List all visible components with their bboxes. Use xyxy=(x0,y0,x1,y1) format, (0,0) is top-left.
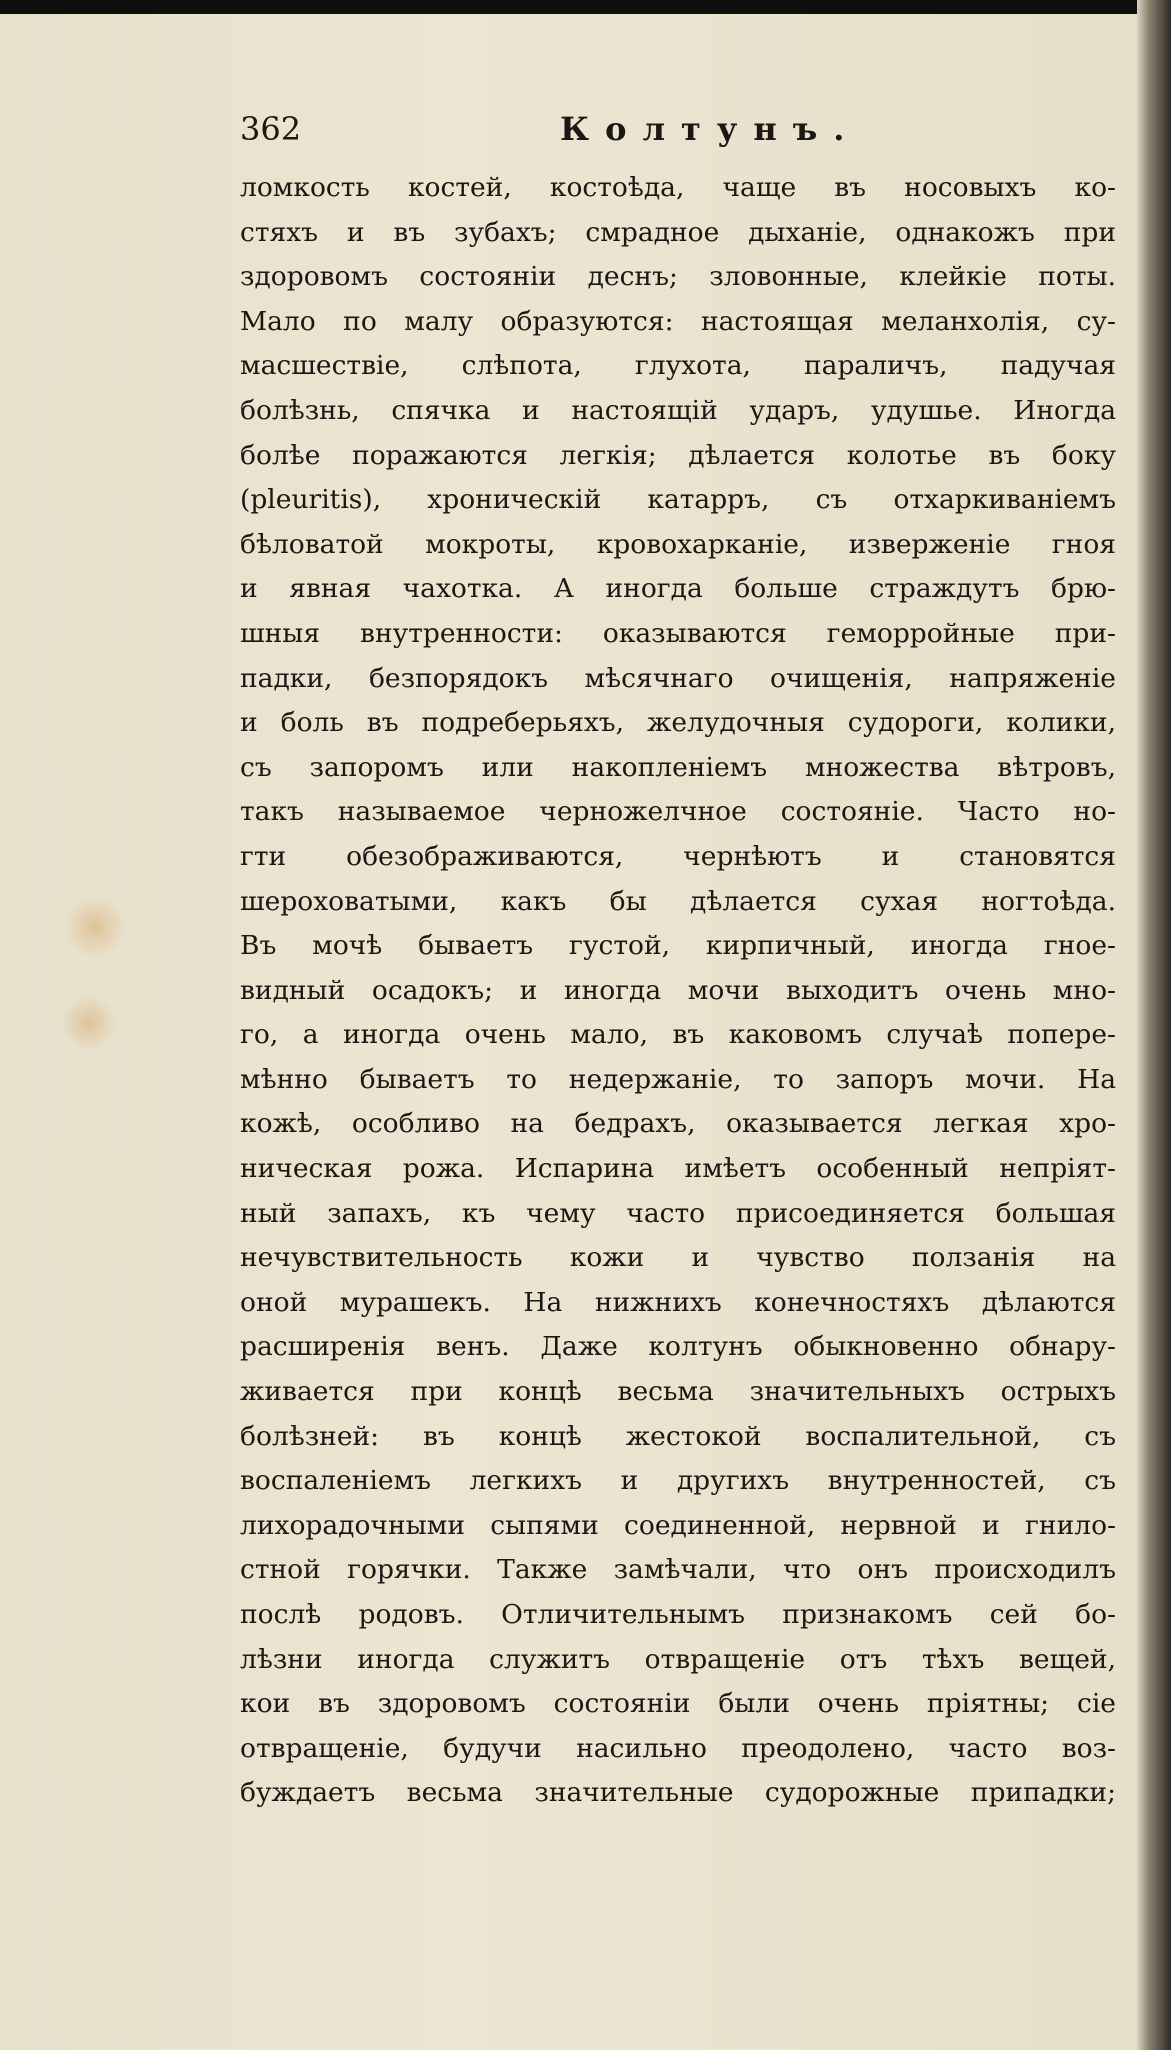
page-header xyxy=(240,106,1120,152)
text-line: отвращеніе, будучи насильно преодолено, часто воз- xyxy=(240,1732,1116,1764)
text-line: (pleuritis), хроническій катарръ, съ отхаркиваніемъ xyxy=(240,484,1116,516)
text-line: кожѣ, особливо на бедрахъ, оказывается легкая хро- xyxy=(240,1108,1116,1140)
text-line: лихорадочными сыпями соединенной, нервной и гнило- xyxy=(240,1509,1116,1541)
text-line: болѣзней: въ концѣ жестокой воспалительной, съ xyxy=(240,1420,1116,1452)
text-line: масшествіе, слѣпота, глухота, параличъ, падучая xyxy=(240,350,1116,382)
text-line: стяхъ и въ зубахъ; смрадное дыханіе, однакожъ при xyxy=(240,216,1116,248)
book-spine-edge xyxy=(1137,0,1171,2050)
paper-stain xyxy=(66,894,124,960)
text-line: ный запахъ, къ чему часто присоединяется большая xyxy=(240,1197,1116,1229)
text-line: оной мурашекъ. На нижнихъ конечностяхъ дѣлаются xyxy=(240,1286,1116,1318)
text-line: воспаленіемъ легкихъ и другихъ внутренностей, съ xyxy=(240,1465,1116,1497)
text-line: нечувствительность кожи и чувство ползанія на xyxy=(240,1242,1116,1274)
text-line: расширенія венъ. Даже колтунъ обыкновенно обнару- xyxy=(240,1331,1116,1363)
text-line: послѣ родовъ. Отличительнымъ признакомъ сей бо- xyxy=(240,1599,1116,1630)
text-line: стной горячки. Также замѣчали, что онъ происходилъ xyxy=(240,1554,1116,1586)
text-line: ломкость костей, костоѣда, чаще въ носовыхъ ко- xyxy=(240,172,1116,203)
text-line: кои въ здоровомъ состояніи были очень пріятны; сіе xyxy=(240,1688,1116,1720)
text-line: шероховатыми, какъ бы дѣлается сухая ногтоѣда. xyxy=(240,885,1116,917)
text-line: такъ называемое черножелчное состояніе. Часто но- xyxy=(240,796,1116,828)
running-title: Колтунъ. xyxy=(560,110,861,148)
body-text xyxy=(240,166,1116,1816)
text-line: шныя внутренности: оказываются геморройные при- xyxy=(240,617,1116,649)
page-number: 362 xyxy=(240,110,302,148)
text-line: живается при концѣ весьма значительныхъ острыхъ xyxy=(240,1376,1116,1408)
text-line: и боль въ подребeрьяхъ, желудочныя судороги, колики, xyxy=(240,707,1116,739)
scan-top-border xyxy=(0,0,1171,14)
text-line: ническая рожа. Испарина имѣетъ особенный непріят- xyxy=(240,1153,1116,1185)
text-line: Мало по малу образуются: настоящая меланхолія, су- xyxy=(240,305,1116,337)
text-line: мѣнно бываетъ то недержаніе, то запоръ мочи. На xyxy=(240,1063,1116,1095)
text-line: гти обезображиваются, чернѣютъ и становятся xyxy=(240,840,1116,872)
text-line: го, а иногда очень мало, въ каковомъ случаѣ попере- xyxy=(240,1019,1116,1051)
text-line: лѣзни иногда служитъ отвращеніе отъ тѣхъ вещей, xyxy=(240,1643,1116,1675)
text-line: буждаетъ весьма значительные судорожные припадки; xyxy=(240,1777,1116,1809)
text-line: видный осадокъ; и иногда мочи выходитъ очень мно- xyxy=(240,974,1116,1006)
text-line: болѣе поражаются легкія; дѣлается колотье въ боку xyxy=(240,439,1116,471)
text-line: бѣловатой мокроты, кровохарканіе, изверженіе гноя xyxy=(240,528,1116,560)
text-line: здоровомъ состояніи деснъ; зловонные, клейкіе поты. xyxy=(240,261,1116,293)
text-line: съ запоромъ или накопленіемъ множества вѣтровъ, xyxy=(240,751,1116,783)
text-line: Въ мочѣ бываетъ густой, кирпичный, иногда гное- xyxy=(240,930,1116,962)
paper-stain xyxy=(62,994,116,1052)
text-line: падки, безпорядокъ мѣсячнаго очищенія, напряженіе xyxy=(240,662,1116,694)
text-line: и явная чахотка. А иногда больше страждутъ брю- xyxy=(240,573,1116,605)
text-line: болѣзнь, спячка и настоящій ударъ, удушье. Иногда xyxy=(240,394,1116,426)
